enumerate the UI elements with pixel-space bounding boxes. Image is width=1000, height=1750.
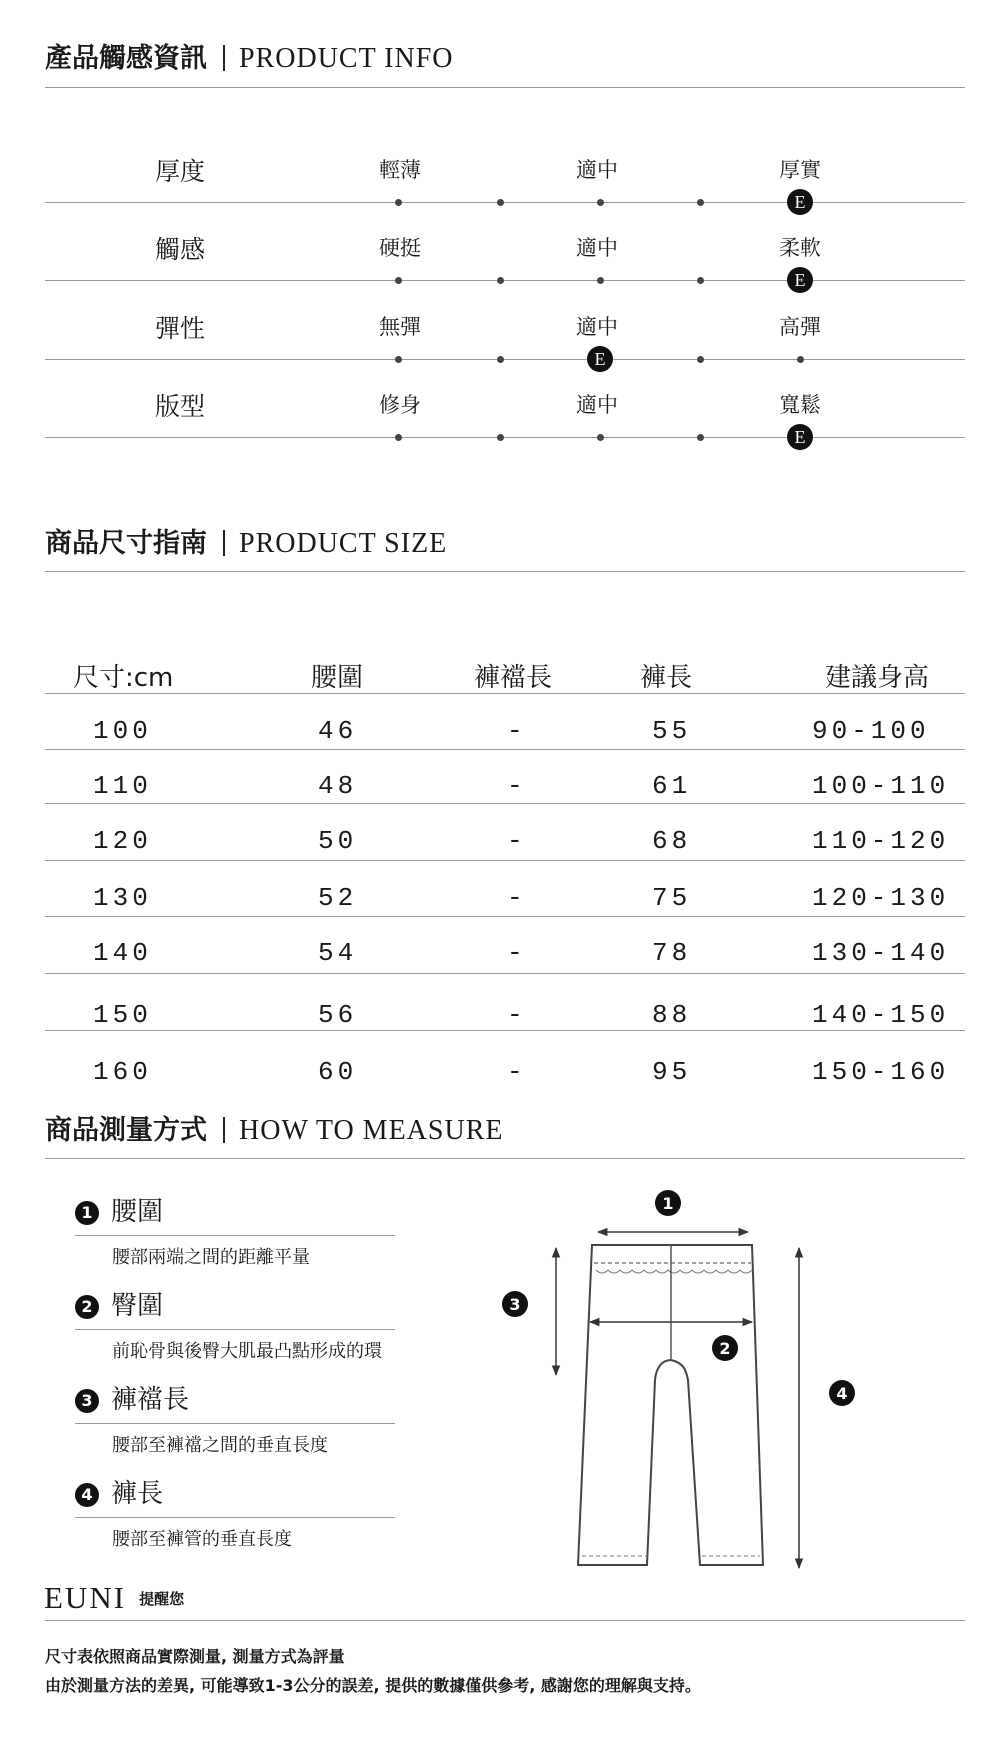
diagram-badge-4 bbox=[829, 1380, 855, 1406]
product-info-title-cn: 產品觸感資訊 bbox=[45, 43, 207, 74]
table-cell: 48 bbox=[318, 771, 358, 801]
table-cell: 110 bbox=[93, 771, 152, 801]
table-cell: 88 bbox=[652, 1000, 692, 1030]
header-rise: 褲襠長 bbox=[474, 663, 553, 693]
diagram-label: 3 bbox=[509, 1295, 521, 1314]
feel-row-label: 彈性 bbox=[155, 314, 206, 343]
selected-marker: E bbox=[787, 267, 813, 293]
table-cell: 68 bbox=[652, 826, 692, 856]
feel-option: 柔軟 bbox=[779, 236, 821, 260]
table-cell: 150-160 bbox=[812, 1057, 950, 1087]
table-cell: 46 bbox=[318, 716, 358, 746]
table-cell: 55 bbox=[652, 716, 692, 746]
measure-item-title: 臀圍 bbox=[111, 1291, 164, 1321]
measure-item-desc: 腰部兩端之間的距離平量 bbox=[112, 1247, 310, 1268]
measure-item-desc: 腰部至褲管的垂直長度 bbox=[112, 1529, 292, 1550]
number-badge: 2 bbox=[75, 1295, 99, 1319]
table-cell: 50 bbox=[318, 826, 358, 856]
table-cell: 61 bbox=[652, 771, 692, 801]
table-cell: - bbox=[507, 716, 527, 746]
feel-option: 厚實 bbox=[779, 158, 821, 182]
measure-item-title: 褲襠長 bbox=[111, 1385, 190, 1415]
product-size-title-en: PRODUCT SIZE bbox=[239, 528, 448, 559]
feel-option: 輕薄 bbox=[379, 158, 421, 182]
table-cell: 90-100 bbox=[812, 716, 930, 746]
feel-option: 適中 bbox=[576, 315, 618, 339]
diagram-badge-2 bbox=[712, 1335, 738, 1361]
selected-marker: E bbox=[787, 424, 813, 450]
table-cell: 56 bbox=[318, 1000, 358, 1030]
diagram-label: 2 bbox=[719, 1339, 731, 1358]
feel-row-label: 版型 bbox=[155, 392, 206, 421]
feel-option: 高彈 bbox=[779, 315, 821, 339]
number-badge: 1 bbox=[75, 1201, 99, 1225]
table-cell: - bbox=[507, 1000, 527, 1030]
table-cell: - bbox=[507, 826, 527, 856]
measure-title-cn: 商品測量方式 bbox=[45, 1115, 207, 1146]
table-cell: 130-140 bbox=[812, 938, 950, 968]
selected-marker: E bbox=[787, 189, 813, 215]
table-cell: 140 bbox=[93, 938, 152, 968]
feel-option: 適中 bbox=[576, 236, 618, 260]
table-cell: 54 bbox=[318, 938, 358, 968]
table-cell: 120-130 bbox=[812, 883, 950, 913]
reminder-line-2: 由於測量方法的差異, 可能導致1-3公分的誤差, 提供的數據僅供參考, 感謝您的理解與支持。 bbox=[45, 1676, 701, 1695]
measure-item-title: 褲長 bbox=[111, 1479, 164, 1509]
header-size: 尺寸:cm bbox=[73, 663, 174, 693]
measure-item-desc: 前恥骨與後臀大肌最凸點形成的環 bbox=[112, 1341, 382, 1362]
table-cell: 60 bbox=[318, 1057, 358, 1087]
table-cell: 100-110 bbox=[812, 771, 950, 801]
table-cell: 110-120 bbox=[812, 826, 950, 856]
reminder-line-1: 尺寸表依照商品實際測量, 測量方式為評量 bbox=[45, 1647, 345, 1666]
diagram-label: 1 bbox=[662, 1194, 674, 1213]
feel-option: 適中 bbox=[576, 158, 618, 182]
feel-option: 無彈 bbox=[379, 315, 421, 339]
table-cell: 52 bbox=[318, 883, 358, 913]
feel-row-label: 厚度 bbox=[155, 157, 206, 186]
table-cell: 120 bbox=[93, 826, 152, 856]
measure-title-en: HOW TO MEASURE bbox=[239, 1115, 504, 1146]
header-length: 褲長 bbox=[640, 663, 693, 693]
diagram-label: 4 bbox=[836, 1384, 848, 1403]
table-cell: - bbox=[507, 771, 527, 801]
table-cell: 130 bbox=[93, 883, 152, 913]
table-cell: - bbox=[507, 1057, 527, 1087]
table-cell: 140-150 bbox=[812, 1000, 950, 1030]
feel-option: 修身 bbox=[379, 393, 421, 417]
feel-option: 適中 bbox=[576, 393, 618, 417]
brand-logo: EUNI bbox=[44, 1580, 127, 1615]
table-cell: 160 bbox=[93, 1057, 152, 1087]
measure-item-title: 腰圍 bbox=[111, 1197, 164, 1227]
measure-item-desc: 腰部至褲襠之間的垂直長度 bbox=[112, 1435, 328, 1456]
feel-option: 寬鬆 bbox=[779, 393, 821, 417]
feel-option: 硬挺 bbox=[379, 236, 421, 260]
table-cell: - bbox=[507, 883, 527, 913]
table-cell: 100 bbox=[93, 716, 152, 746]
table-cell: - bbox=[507, 938, 527, 968]
product-size-title-cn: 商品尺寸指南 bbox=[45, 528, 207, 559]
table-cell: 75 bbox=[652, 883, 692, 913]
diagram-badge-3 bbox=[502, 1291, 528, 1317]
table-cell: 150 bbox=[93, 1000, 152, 1030]
number-badge: 3 bbox=[75, 1389, 99, 1413]
reminder-label: 提醒您 bbox=[139, 1589, 185, 1608]
number-badge: 4 bbox=[75, 1483, 99, 1507]
product-info-title-en: PRODUCT INFO bbox=[239, 43, 454, 74]
table-cell: 78 bbox=[652, 938, 692, 968]
header-height: 建議身高 bbox=[825, 663, 930, 693]
header-waist: 腰圍 bbox=[311, 663, 364, 693]
table-cell: 95 bbox=[652, 1057, 692, 1087]
feel-row-label: 觸感 bbox=[155, 235, 206, 264]
selected-marker: E bbox=[587, 346, 613, 372]
diagram-badge-1 bbox=[655, 1190, 681, 1216]
reminder-header bbox=[44, 1580, 184, 1616]
divider bbox=[45, 1620, 965, 1621]
